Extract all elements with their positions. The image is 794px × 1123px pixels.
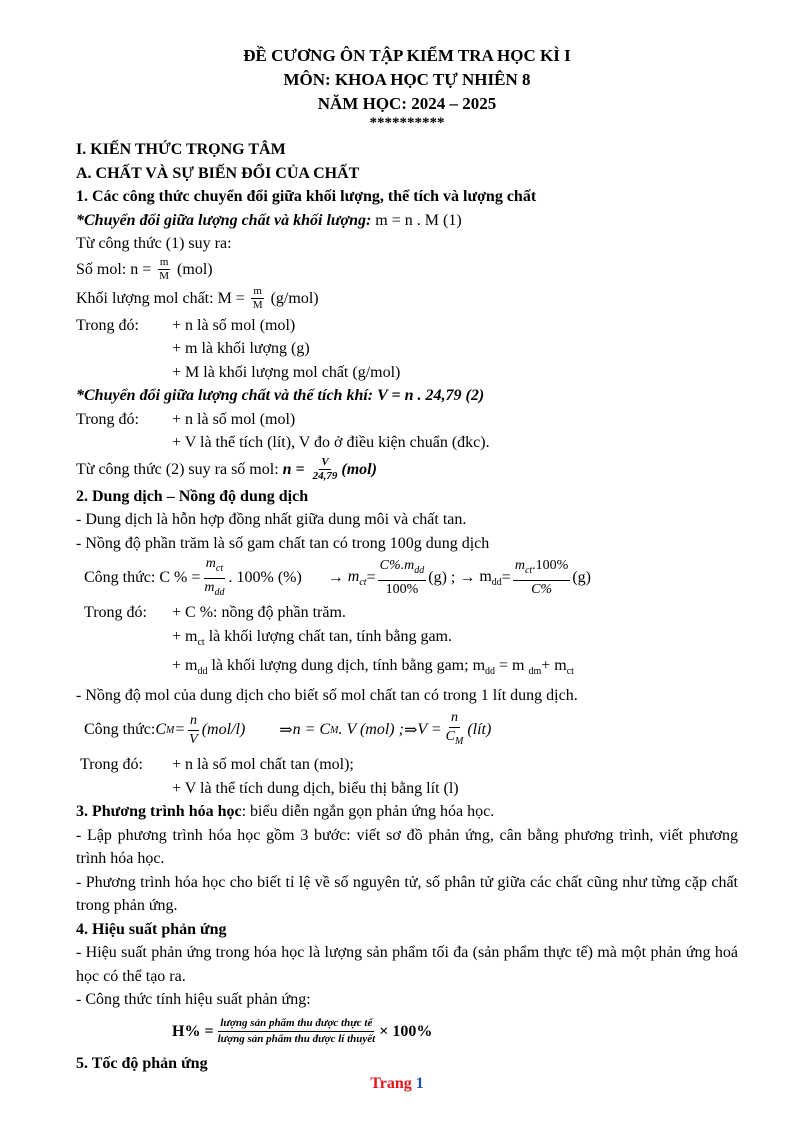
fraction-v-over-2479: $\frac{V}{24,79}$	[312, 456, 338, 483]
where-block-3-line2: + $m_{ct}$ là khối lượng chất tan, tính bằng gam.	[172, 627, 452, 648]
doc-title-line1: ĐỀ CƯƠNG ÔN TẬP KIỂM TRA HỌC KÌ I	[243, 46, 571, 65]
formula-mol: Số mol: n = $\frac{m}{M}$ (mol)	[76, 256, 213, 283]
doc-title-line3: NĂM HỌC: 2024 – 2025	[317, 94, 497, 113]
equation-steps: - Lập phương trình hóa học gồm 3 bước: viết sơ đồ phản ứng, cân bằng phương trình, viết phương trình hóa học.	[76, 826, 738, 868]
fraction-m-over-M: $\frac{m}{M}$	[159, 256, 170, 283]
heading-reaction-rate: 5. Tốc độ phản ứng	[76, 1054, 208, 1072]
where-block-4-line2: + V là thể tích dung dịch, biểu thị bằng lít (l)	[172, 779, 459, 797]
formula-molar-concentration: Công thức: C M = $\frac{n}{V}$ (mol/l) ⇒ n = C M . V (mol) ; ⇒ V = $\frac{n}{C_M}$ (lít)	[76, 707, 738, 753]
where-block-3-line3: + $m_{dd}$ là khối lượng dung dịch, tính bằng gam; $m_{dd} = m$ $_{dm}+ m_{ct}$	[172, 657, 574, 678]
conversion-mass: *Chuyển đổi giữa lượng chất và khối lượng: m = n . M (1)	[76, 211, 462, 229]
document-page	[76, 44, 738, 1075]
formula-molar-mass: Khối lượng mol chất: M = $\frac{m}{M}$ (g/mol)	[76, 285, 319, 312]
implies-icon-2: ⇒	[403, 722, 418, 740]
derive-line-1: Từ công thức (1) suy ra:	[76, 235, 232, 252]
title-separator: **********	[369, 115, 445, 131]
fraction-n-over-V: $\frac{n}{V}$	[189, 712, 198, 747]
molar-conc-def: - Nồng độ mol của dung dịch cho biết số mol chất tan có trong 1 lít dung dịch.	[76, 686, 578, 704]
where-block-2-line2: + V là thể tích (lít), V đo ở điều kiện chuẩn (đkc).	[172, 434, 490, 451]
percent-conc-def: - Nồng độ phần trăm là số gam chất tan có trong 100g dung dịch	[76, 534, 490, 552]
fraction-m-over-M-2: $\frac{m}{M}$	[252, 285, 263, 312]
fraction-n-over-cm: $\frac{n}{C_M}$	[445, 710, 464, 748]
doc-title-line2: MÔN: KHOA HỌC TỰ NHIÊN 8	[283, 70, 531, 89]
where-block-4-line1: Trong đó: + n là số mol chất tan (mol);	[80, 756, 354, 774]
section-heading-a: A. CHẤT VÀ SỰ BIẾN ĐỔI CỦA CHẤT	[76, 164, 360, 182]
where-block-1-line2: + m là khối lượng (g)	[172, 340, 310, 357]
where-block-2-line1: Trong đó: + n là số mol (mol)	[76, 410, 296, 428]
heading-yield: 4. Hiệu suất phản ứng	[76, 920, 227, 938]
where-block-1-line3: + M là khối lượng mol chất (g/mol)	[172, 363, 401, 381]
arrow-icon: →	[327, 569, 344, 586]
solution-def: - Dung dịch là hỗn hợp đồng nhất giữa dung môi và chất tan.	[76, 511, 467, 528]
formula-mol-volume: Từ công thức (2) suy ra số mol: n = $\frac{V}{24,79}$ (mol)	[76, 456, 377, 483]
heading-equation: 3. Phương trình hóa học: biểu diễn ngắn gọn phản ứng hóa học.	[76, 803, 495, 821]
formula-percent-concentration: Công thức: C % = $\frac{m_{ct}}{m_{dd}}$ . 100% (%) → $m_{ct}$ = $\frac{C\%.m_{dd}}{100\%}$ (g) ; → $m_{dd}$ = $\frac{m_{ct}.100\%}{C\%}$ (g)	[76, 555, 738, 601]
conversion-volume: *Chuyển đổi giữa lượng chất và thể tích khí: V = n . 24,79 (2)	[76, 387, 485, 404]
where-block-3-line1: Trong đó: + C %: nồng độ phần trăm.	[84, 604, 346, 621]
where-block-1-line1: Trong đó: + n là số mol (mol)	[76, 316, 296, 334]
page-number: Trang 1	[370, 1075, 424, 1092]
implies-icon: ⇒	[279, 722, 293, 740]
heading-conversions: 1. Các công thức chuyển đổi giữa khối lượng, thể tích và lượng chất	[76, 188, 537, 205]
yield-def: - Hiệu suất phản ứng trong hóa học là lượng sản phẩm tối đa (sản phẩm thực tế) mà một phản ứng hoá học có thể tạo ra.	[76, 944, 738, 985]
fraction-mct-over-mdd: $\frac{m_{ct}}{m_{dd}}$	[204, 555, 225, 598]
section-heading-1: I. KIẾN THỨC TRỌNG TÂM	[76, 141, 286, 158]
fraction-yield: $\frac{\text{lượng sản phẩm thu được thực tế}}{\text{lượng sản phẩm thu được lí thuyết}}$	[217, 1017, 376, 1046]
fraction-mct-over-cpct: $\frac{m_{ct}.100\%}{C\%}$	[514, 558, 569, 597]
fraction-cpct-mdd: $\frac{C\%.m_{dd}}{100\%}$	[379, 558, 425, 597]
arrow-icon-2: →	[459, 569, 476, 586]
heading-solution: 2. Dung dịch – Nồng độ dung dịch	[76, 487, 309, 505]
equation-meaning: - Phương trình hóa học cho biết tỉ lệ về số nguyên tử, số phân tử giữa các chất cũng như từng cặp chất trong phản ứng.	[76, 873, 738, 915]
formula-yield: H% = $\frac{\text{lượng sản phẩm thu được thực tế}}{\text{lượng sản phẩm thu được lí thuyết}}$ × 100%	[172, 1017, 433, 1046]
yield-formula-intro: - Công thức tính hiệu suất phản ứng:	[76, 991, 311, 1009]
